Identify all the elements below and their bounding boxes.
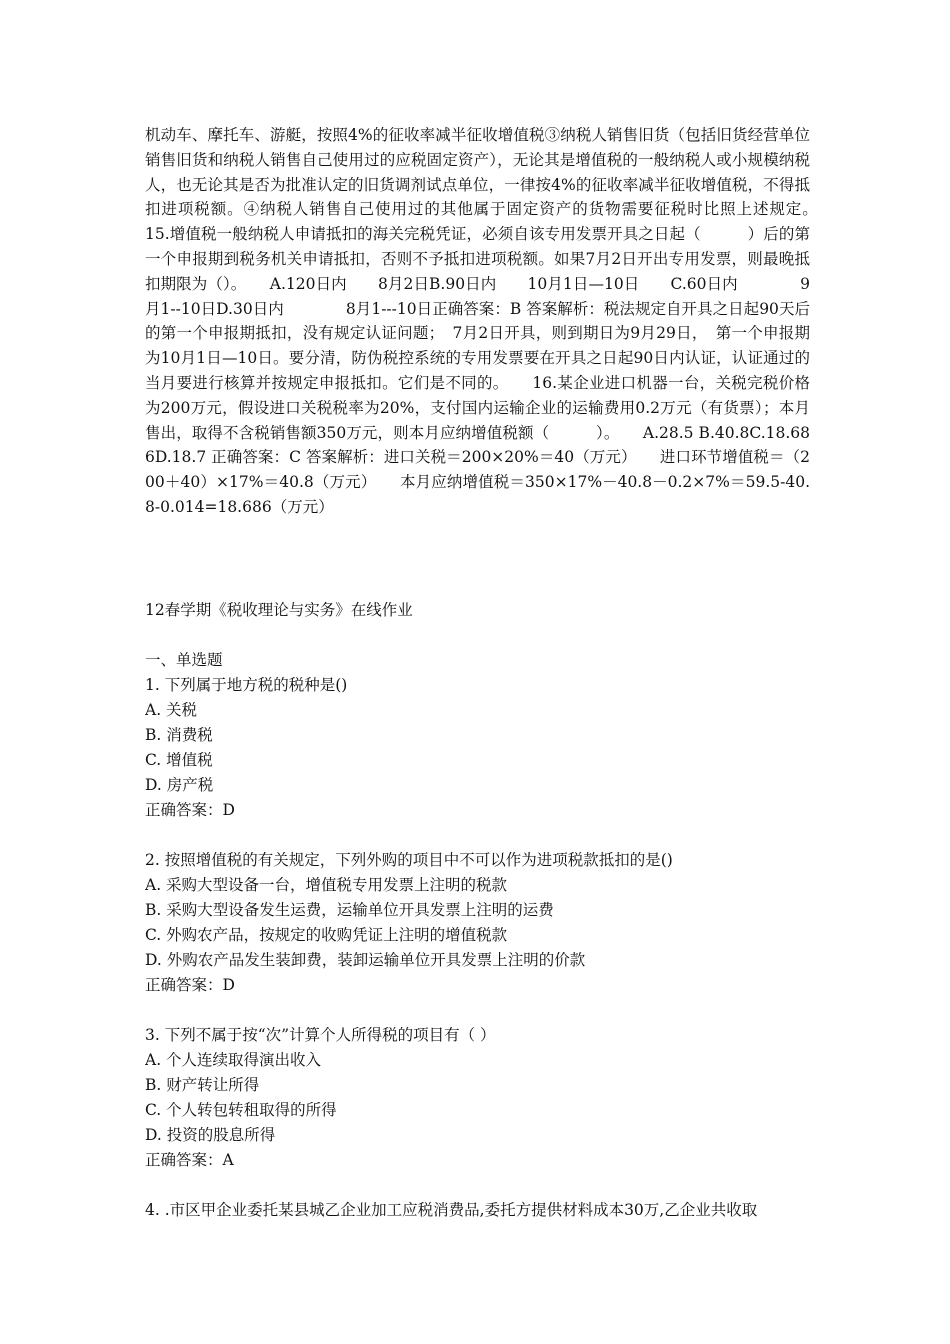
question-2 (145, 848, 810, 998)
question-stem: 2. 按照增值税的有关规定，下列外购的项目中不可以作为进项税款抵扣的是() (145, 851, 673, 869)
question-stem: 3. 下列不属于按“次”计算个人所得税的项目有（ ） (145, 1026, 496, 1044)
document-title: 12春学期《税收理论与实务》在线作业 (145, 601, 413, 619)
option-a: A. 采购大型设备一台，增值税专用发票上注明的税款 (145, 876, 508, 894)
correct-answer: 正确答案：D (145, 976, 235, 994)
continuation-paragraph: 机动车、摩托车、游艇，按照4%的征收率减半征收增值税③纳税人销售旧货（包括旧货经营单位销售旧货和纳税人销售自己使用过的应税固定资产），无论其是增值税的一般纳税人或小规模纳税人，也无论其是否为批准认定的旧货调剂试点单位，一律按4%的征收率减半征收增值税，不得抵扣进项税额。④纳税人销售自己使用过的其他属于固定资产的货物需要征税时比照上述规定。 15.增值税一般纳税人申请抵扣的海关完税凭证，必须自该专用发票开具之日起（ ）后的第一个申报期到税务机关申请抵扣，否则不予抵扣进项税额。如果7月2日开出专用发票，则最晚抵扣期限为（）。 A.120日内 8月2日B.90日内 10月1日—10日 C.60日内 9月1--10日D.30日内 8月1---10日正确答案：B 答案解析：税法规定自开具之日起90天后的第一个申报期抵扣，没有规定认证问题； 7月2日开具，则到期日为9月29日， 第一个申报期为10月1日—10日。要分清，防伪税控系统的专用发票要在开具之日起90日内认证，认证通过的当月要进行核算并按规定申报抵扣。它们是不同的。 16.某企业进口机器一台，关税完税价格为200万元，假设进口关税税率为20%，支付国内运输企业的运输费用0.2万元（有货票）；本月售出，取得不含税销售额350万元，则本月应纳增值税额（ ）。 A.28.5 B.40.8C.18.686D.18.7 正确答案：C 答案解析：进口关税＝200×20%＝40（万元） 进口环节增值税＝（200＋40）×17%＝40.8（万元） 本月应纳增值税＝350×17%－40.8－0.2×7%＝59.5-40.8-0.014=18.686（万元） (145, 126, 842, 516)
section-heading: 一、单选题 (145, 651, 223, 669)
option-a: A. 关税 (145, 701, 198, 719)
option-d: D. 房产税 (145, 776, 214, 794)
correct-answer: 正确答案：D (145, 801, 235, 819)
question-1 (145, 673, 810, 823)
question-stem: 4. .市区甲企业委托某县城乙企业加工应税消费品,委托方提供材料成本30万,乙企业共收取 (145, 1201, 758, 1219)
option-b: B. 消费税 (145, 726, 213, 744)
option-d: D. 外购农产品发生装卸费，装卸运输单位开具发票上注明的价款 (145, 951, 586, 969)
option-d: D. 投资的股息所得 (145, 1126, 276, 1144)
option-c: C. 增值税 (145, 751, 213, 769)
option-b: B. 采购大型设备发生运费，运输单位开具发票上注明的运费 (145, 901, 554, 919)
question-4 (145, 1198, 810, 1223)
option-b: B. 财产转让所得 (145, 1076, 260, 1094)
option-c: C. 个人转包转租取得的所得 (145, 1101, 337, 1119)
question-stem: 1. 下列属于地方税的税种是() (145, 676, 348, 694)
option-c: C. 外购农产品，按规定的收购凭证上注明的增值税款 (145, 926, 508, 944)
correct-answer: 正确答案：A (145, 1151, 234, 1169)
question-3 (145, 1023, 810, 1173)
option-a: A. 个人连续取得演出收入 (145, 1051, 322, 1069)
